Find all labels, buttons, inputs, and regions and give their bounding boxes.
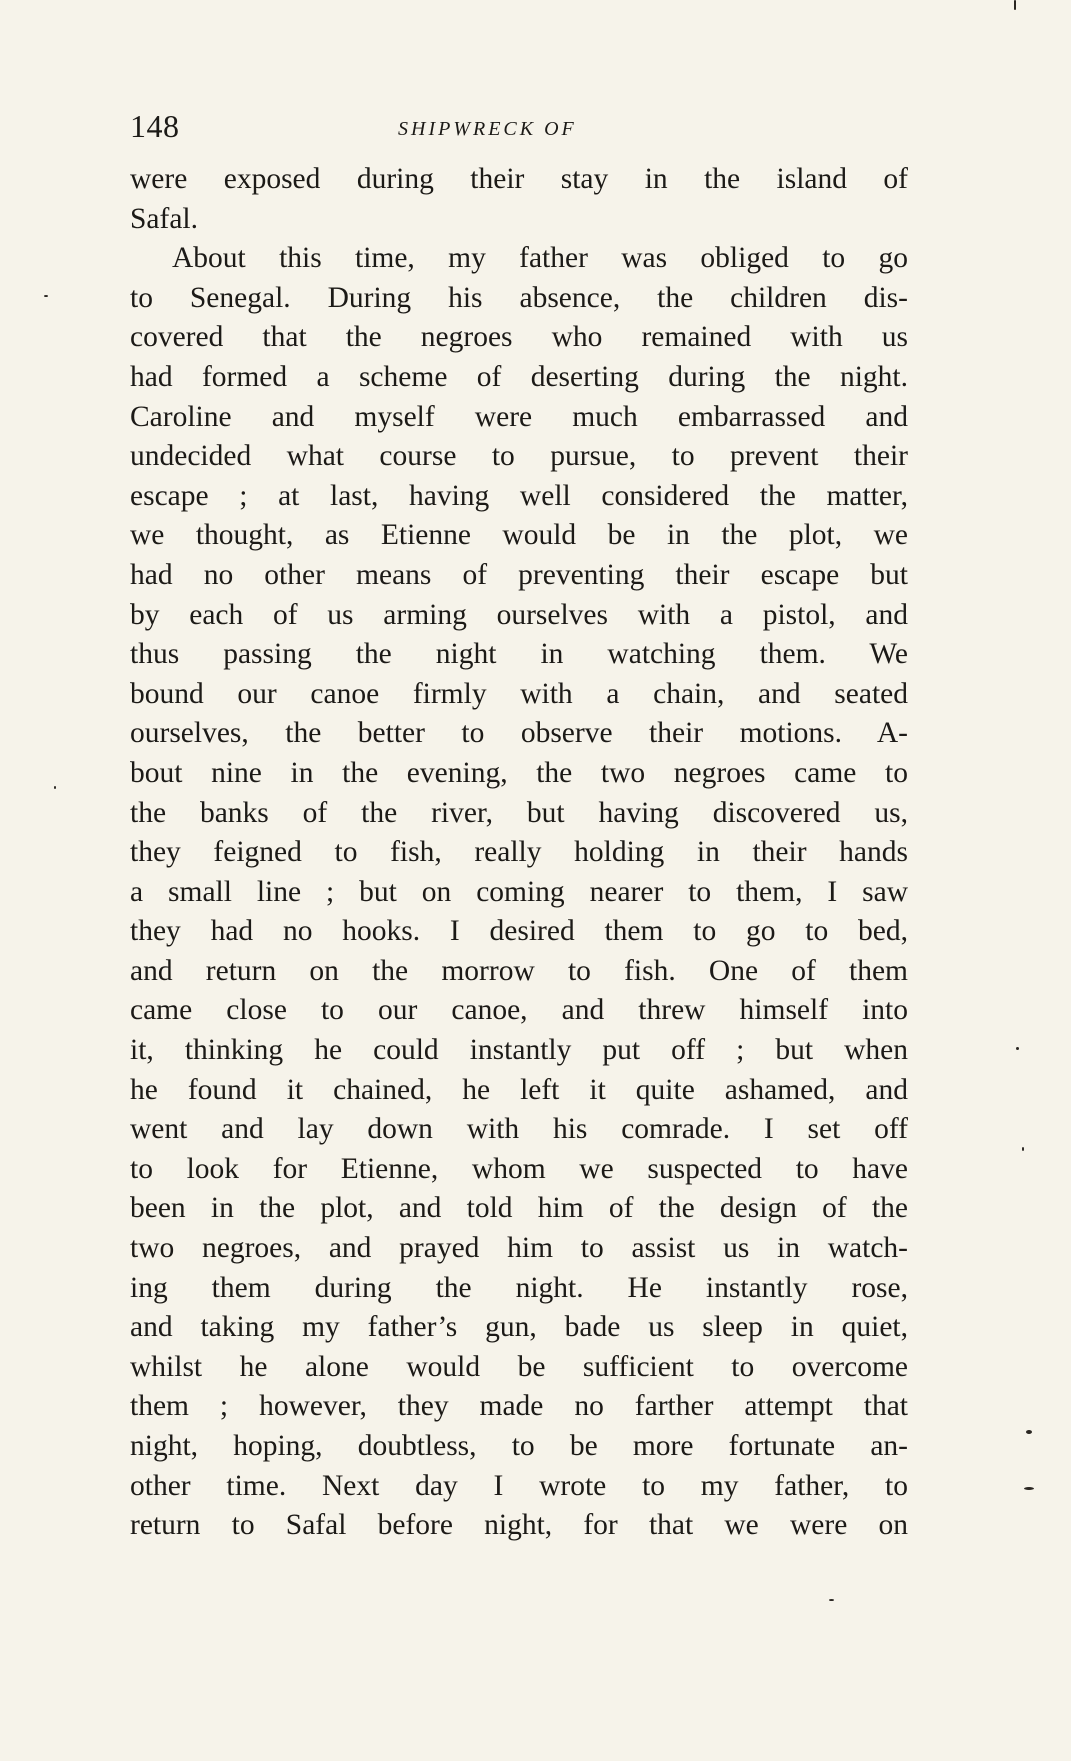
- text-line: and return on the morrow to fish. One of them: [130, 954, 908, 987]
- text-line: to look for Etienne, whom we suspected to have: [130, 1152, 908, 1185]
- text-line: Safal.: [130, 202, 198, 235]
- text-line: to Senegal. During his absence, the children dis-: [130, 281, 908, 314]
- text-line: they feigned to fish, really holding in their hands: [130, 836, 908, 869]
- scan-speck: [44, 295, 48, 297]
- text-line: bound our canoe firmly with a chain, and seated: [130, 677, 908, 710]
- text-line: whilst he alone would be sufficient to overcome: [130, 1350, 908, 1383]
- text-line: two negroes, and prayed him to assist us in watch-: [130, 1232, 908, 1265]
- text-line: had no other means of preventing their escape but: [130, 558, 908, 591]
- text-line: we thought, as Etienne would be in the plot, we: [130, 519, 908, 552]
- text-line: been in the plot, and told him of the design of the: [130, 1192, 908, 1225]
- scan-speck: [1024, 1487, 1034, 1490]
- text-line: About this time, my father was obliged to go: [172, 242, 908, 275]
- scan-speck: [829, 1599, 834, 1601]
- scan-speck: [1016, 1047, 1019, 1050]
- page-number: 148: [130, 108, 180, 144]
- scan-speck: [54, 786, 56, 789]
- text-line: and taking my father’s gun, bade us sleep in quiet,: [130, 1311, 908, 1344]
- text-line: return to Safal before night, for that we were on: [130, 1509, 908, 1542]
- text-line: them ; however, they made no farther attempt that: [130, 1390, 908, 1423]
- text-line: were exposed during their stay in the island of: [130, 163, 908, 195]
- text-line: covered that the negroes who remained with us: [130, 321, 908, 354]
- body-text: [130, 160, 908, 1546]
- text-line: undecided what course to pursue, to prevent their: [130, 440, 908, 473]
- scan-speck: [1014, 0, 1016, 10]
- text-line: night, hoping, doubtless, to be more fortunate an-: [130, 1430, 908, 1462]
- text-line: bout nine in the evening, the two negroes came to: [130, 756, 908, 789]
- page-header: [130, 108, 910, 152]
- text-line: came close to our canoe, and threw himself into: [130, 994, 908, 1027]
- text-line: they had no hooks. I desired them to go to bed,: [130, 915, 908, 948]
- scan-speck: [1022, 1147, 1024, 1151]
- scan-speck: [1026, 1430, 1032, 1434]
- text-line: by each of us arming ourselves with a pistol, and: [130, 598, 908, 631]
- text-line: a small line ; but on coming nearer to them, I saw: [130, 875, 908, 908]
- text-line: had formed a scheme of deserting during the night.: [130, 360, 908, 393]
- text-line: thus passing the night in watching them. We: [130, 638, 908, 671]
- text-line: he found it chained, he left it quite ashamed, and: [130, 1073, 908, 1106]
- text-line: ing them during the night. He instantly rose,: [130, 1271, 908, 1304]
- text-line: the banks of the river, but having discovered us,: [130, 796, 908, 829]
- text-line: it, thinking he could instantly put off ; but when: [130, 1034, 908, 1067]
- text-line: went and lay down with his comrade. I set off: [130, 1113, 908, 1146]
- text-line: Caroline and myself were much embarrassed and: [130, 400, 908, 433]
- text-line: ourselves, the better to observe their motions. A-: [130, 717, 908, 750]
- running-head: SHIPWRECK OF: [398, 118, 577, 140]
- text-line: other time. Next day I wrote to my father, to: [130, 1469, 908, 1502]
- text-line: escape ; at last, having well considered the matter,: [130, 479, 908, 512]
